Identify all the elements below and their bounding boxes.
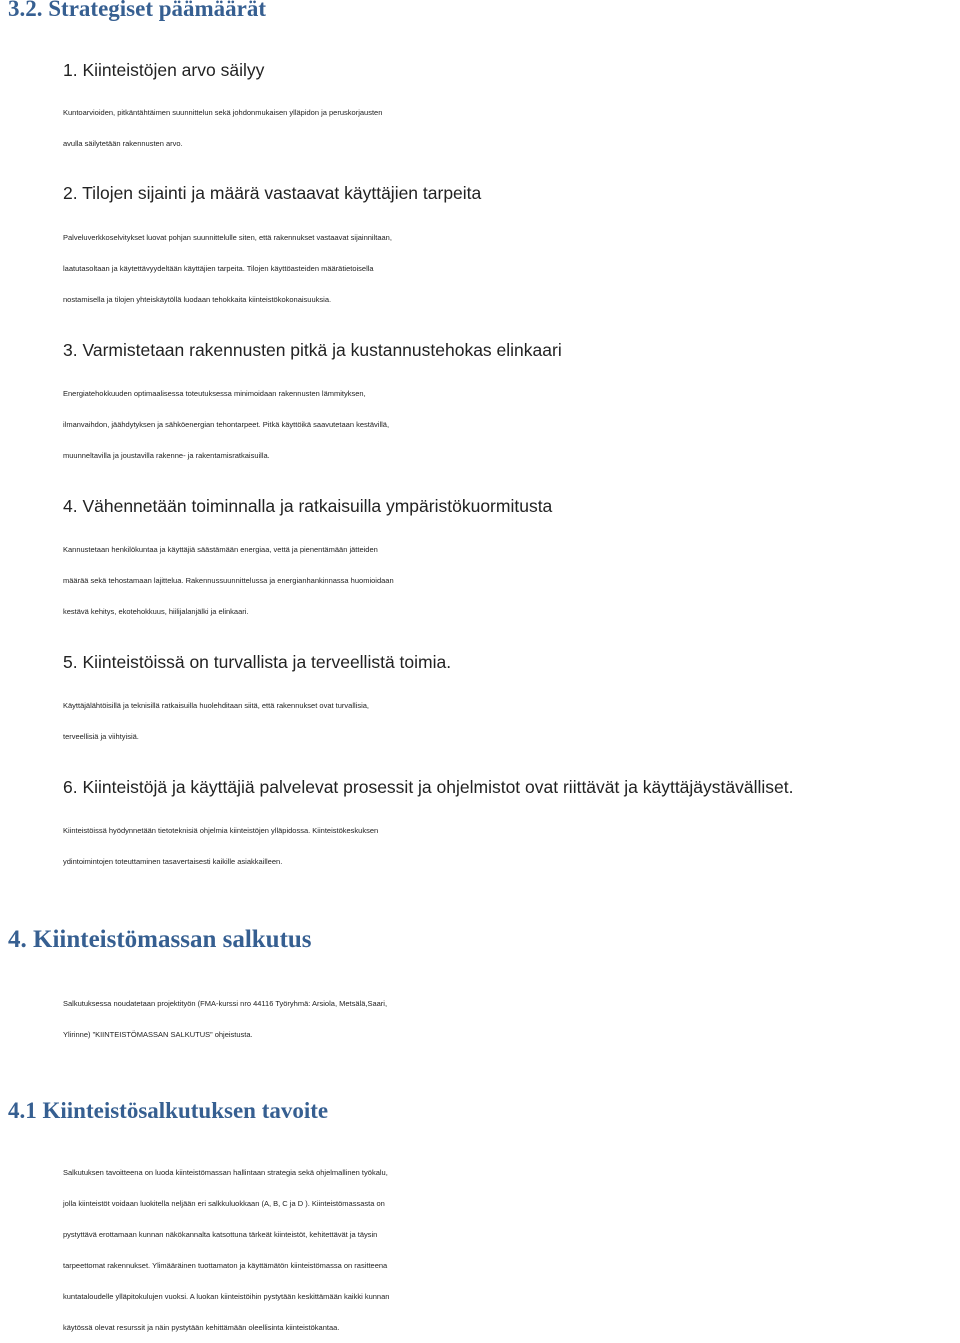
goal-5-title: 5. Kiinteistöissä on turvallista ja terveellistä toimia. xyxy=(63,652,452,672)
goal-4-paragraph xyxy=(63,534,960,627)
section-heading-3-2: 3.2. Strategiset päämäärät xyxy=(8,0,267,21)
goal-2-line-1: Palveluverkkoselvitykset luovat pohjan suunnittelulle siten, että rakennukset vastaavat sijainniltaan, xyxy=(63,233,392,242)
goal-4-line-2: määrää sekä tehostamaan lajittelua. Rakennussuunnittelussa ja energianhankinnassa huomioidaan xyxy=(63,576,394,585)
goal-4-line-1: Kannustetaan henkilökuntaa ja käyttäjiä säästämään energiaa, vettä ja pienentämään jätteiden xyxy=(63,545,378,554)
goal-2-line-3: nostamisella ja tilojen yhteiskäytöllä luodaan tehokkaita kiinteistökokonaisuuksia. xyxy=(63,295,332,304)
section-4-1-line-4: tarpeettomat rakennukset. Ylimääräinen tuottamaton ja käyttämätön kiinteistömassa on rasitteena xyxy=(63,1261,388,1270)
chapter-4-line-1: Salkutuksessa noudatetaan projektityön (FMA-kurssi nro 44116 Työryhmä: Arsiola, Metsälä,Saari, xyxy=(63,999,388,1008)
goal-6-line-2: ydintoimintojen toteuttaminen tasavertaisesti kaikille asiakkailleen. xyxy=(63,857,283,866)
goal-1-line-2: avulla säilytetään rakennusten arvo. xyxy=(63,139,183,148)
goal-6-line-1: Kiinteistöissä hyödynnetään tietoteknisiä ohjelmia kiinteistöjen ylläpidossa. Kiinteistökeskuksen xyxy=(63,826,379,835)
goal-4-line-3: kestävä kehitys, ekotehokkuus, hiilijalanjälki ja elinkaari. xyxy=(63,607,249,616)
goal-2-paragraph xyxy=(63,222,960,315)
section-4-1-line-6: käytössä olevat resurssit ja näin pystytään kehittämään oleellisinta kiinteistökantaa. xyxy=(63,1323,340,1332)
chapter-4-paragraph xyxy=(63,988,960,1050)
goal-6-title: 6. Kiinteistöjä ja käyttäjiä palvelevat prosessit ja ohjelmistot ovat riittävät ja käyttäjäystävälliset. xyxy=(63,777,794,797)
chapter-4-line-2: Ylirinne) ”KIINTEISTÖMASSAN SALKUTUS” ohjeistusta. xyxy=(63,1030,253,1039)
goal-5-line-2: terveellisiä ja viihtyisiä. xyxy=(63,732,139,741)
goal-1-title: 1. Kiinteistöjen arvo säilyy xyxy=(63,60,265,80)
goal-3-line-3: muunneltavilla ja joustavilla rakenne- ja rakentamisratkaisuilla. xyxy=(63,451,270,460)
section-4-1-paragraph xyxy=(63,1157,960,1343)
goal-5-line-1: Käyttäjälähtöisillä ja teknisillä ratkaisuilla huolehditaan siitä, että rakennukset ovat turvallisia, xyxy=(63,701,369,710)
goal-2-title: 2. Tilojen sijainti ja määrä vastaavat käyttäjien tarpeita xyxy=(63,183,482,203)
goal-3-line-2: ilmanvaihdon, jäähdytyksen ja sähköenergian tehontarpeet. Pitkä käyttöikä saavutetaan kestävillä, xyxy=(63,420,390,429)
goal-6-paragraph xyxy=(63,815,960,877)
section-4-1-heading: 4.1 Kiinteistösalkutuksen tavoite xyxy=(8,1098,329,1123)
goal-1-paragraph xyxy=(63,97,960,159)
goal-3-paragraph xyxy=(63,378,960,471)
goal-3-title: 3. Varmistetaan rakennusten pitkä ja kustannustehokas elinkaari xyxy=(63,340,562,360)
section-4-1-line-5: kuntataloudelle ylläpitokulujen vuoksi. A luokan kiinteistöihin pystytään keskittämään kaikki kunnan xyxy=(63,1292,390,1301)
goal-2-line-2: laatutasoltaan ja käytettävyydeltään käyttäjien tarpeita. Tilojen käyttöasteiden määrätietoisella xyxy=(63,264,374,273)
section-4-1-line-3: pystyttävä erottamaan kunnan näkökannalta katsottuna tärkeät kiinteistöt, kehitettävät ja täysin xyxy=(63,1230,378,1239)
goal-1-line-1: Kuntoarvioiden, pitkäntähtäimen suunnittelun sekä johdonmukaisen ylläpidon ja peruskorjausten xyxy=(63,108,383,117)
goal-5-paragraph xyxy=(63,690,960,752)
section-4-1-line-1: Salkutuksen tavoitteena on luoda kiinteistömassan hallintaan strategia sekä ohjelmallinen työkalu, xyxy=(63,1168,388,1177)
chapter-4-heading: 4. Kiinteistömassan salkutus xyxy=(8,926,312,953)
goal-3-line-1: Energiatehokkuuden optimaalisessa toteutuksessa minimoidaan rakennusten lämmityksen, xyxy=(63,389,366,398)
goal-4-title: 4. Vähennetään toiminnalla ja ratkaisuilla ympäristökuormitusta xyxy=(63,496,553,516)
section-4-1-line-2: jolla kiinteistöt voidaan luokitella neljään eri salkkuluokkaan (A, B, C ja D ). Kiinteistömassasta on xyxy=(63,1199,385,1208)
